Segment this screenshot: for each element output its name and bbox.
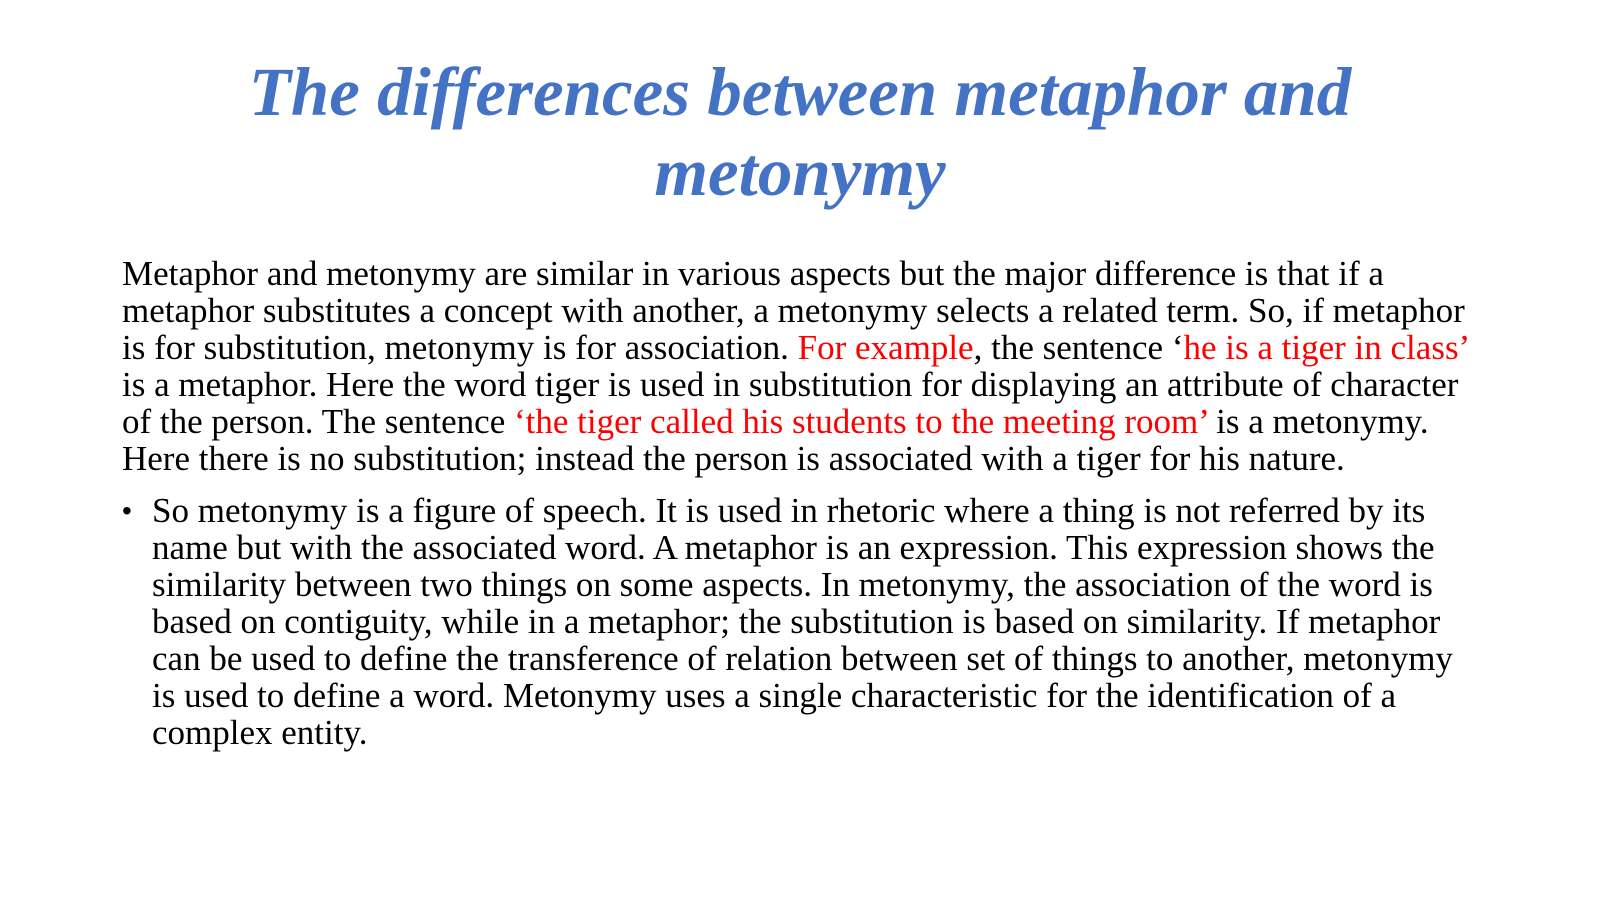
highlighted-text: ‘the tiger called his students to the meeting room’ — [514, 402, 1208, 441]
slide-body — [122, 255, 1482, 751]
highlighted-text: For example — [797, 328, 974, 367]
bullet-text: So metonymy is a figure of speech. It is used in rhetoric where a thing is not referred by its name but with the associated word. A metaphor is an expression. This expression shows the similarity between two things on some aspects. In metonymy, the association of the word is based on contiguity, while in a metaphor; the substitution is based on similarity. If metaphor can be used to define the transference of relation between set of things to another, metonymy is used to define a word. Metonymy uses a single characteristic for the identification of a complex entity. — [152, 491, 1453, 752]
intro-paragraph — [122, 255, 1482, 477]
slide-title: The differences between metaphor and metonymy — [248, 54, 1352, 210]
bullet-dot-icon: • — [122, 495, 132, 526]
paragraph-text: Metaphor and metonymy are similar in various aspects but the major difference is that if a metaphor substitutes a concept with another, a metonymy selects a related term. So, if metaphor is for substitution, metonymy is for association. — [122, 254, 1465, 367]
paragraph-text: is a metonymy. Here there is no substitution; instead the person is associated with a tiger for his nature. — [122, 402, 1429, 478]
paragraph-text: is a metaphor. Here the word tiger is used in substitution for displaying an attribute of character of the person. The sentence — [122, 365, 1459, 441]
paragraph-text: , the sentence ‘ — [973, 328, 1184, 367]
highlighted-text: he is a tiger in class’ — [1183, 328, 1468, 367]
bullet-list-item — [122, 492, 1482, 751]
